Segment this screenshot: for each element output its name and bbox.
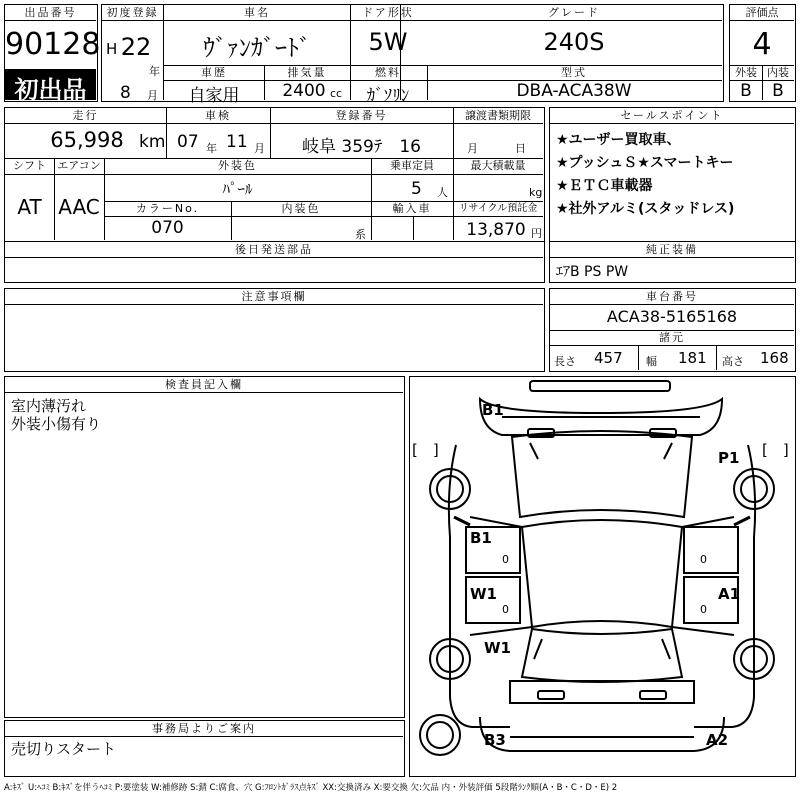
damage-label-a1-right: A1 [718, 585, 741, 603]
office-box [4, 720, 405, 777]
shift-label: シフト [13, 159, 46, 172]
selling-point-2: ★プッシュＳ★スマートキー [556, 155, 734, 171]
height-value: 168 [760, 349, 789, 367]
inspection-year-unit: 年 [206, 142, 217, 155]
transfer-label: 譲渡書類期限 [465, 109, 531, 122]
model-label: 型式 [561, 66, 587, 79]
first-reg-label: 初度登録 [106, 6, 159, 19]
reg-month: 8 [120, 83, 131, 103]
shift-value: AT [17, 195, 42, 219]
damage-label-w1-wheel: W1 [484, 639, 511, 657]
door-zero-4: 0 [700, 603, 707, 616]
bracket-left: [ ] [412, 441, 439, 459]
later-parts-box [4, 241, 545, 283]
damage-label-b1-front: B1 [482, 401, 504, 419]
chassis-box [549, 288, 796, 372]
capacity-label: 乗車定員 [390, 159, 434, 172]
score-value: 4 [752, 27, 772, 62]
office-label: 事務局よりご案内 [152, 722, 256, 735]
selling-point-4: ★社外アルミ(スタッドレス) [556, 201, 735, 217]
selling-point-3: ★ＥＴＣ車載器 [556, 178, 653, 194]
grade-label: グレード [548, 6, 600, 19]
fuel-value: ｶﾞｿﾘﾝ [366, 86, 410, 106]
selling-points-label: セールスポイント [620, 109, 724, 122]
equipment-label: 純正装備 [646, 243, 698, 256]
inspector-label: 検査員記入欄 [165, 378, 243, 391]
import-label: 輸入車 [392, 202, 432, 215]
inspector-line-2: 外装小傷有り [11, 415, 102, 433]
exterior-label: 外装 [735, 66, 757, 79]
selling-points-box [549, 107, 796, 242]
car-name: ｳﾞｧﾝｶﾞｰﾄﾞ [203, 34, 311, 62]
mileage-unit: km [139, 132, 166, 152]
color-value: ﾊﾟｰﾙ [222, 180, 253, 198]
chassis-number: ACA38-5165168 [606, 307, 738, 326]
inspector-line-1: 室内薄汚れ [11, 397, 87, 415]
grade-value: 240S [543, 28, 605, 56]
width-label: 幅 [646, 355, 657, 368]
recycle-unit: 円 [531, 227, 542, 240]
car-diagram [410, 377, 794, 775]
bracket-right: [ ] [762, 441, 789, 459]
damage-label-b3: B3 [484, 731, 506, 749]
int-color-unit: 系 [355, 228, 366, 241]
later-parts-label: 後日発送部品 [235, 243, 313, 256]
transfer-month-unit: 月 [467, 142, 478, 155]
mileage-value: 65,998 [50, 128, 124, 152]
color-no-value: 070 [151, 218, 184, 238]
ac-value: AAC [58, 195, 100, 219]
length-value: 457 [594, 349, 623, 367]
door-value: 5W [368, 28, 408, 56]
era: H [106, 40, 118, 58]
car-name-label: 車名 [244, 6, 270, 19]
notes-label: 注意事項欄 [241, 290, 307, 303]
length-label: 長さ [554, 355, 576, 368]
score-label: 評価点 [745, 6, 779, 19]
chassis-label: 車台番号 [646, 290, 698, 303]
equipment-value: ｴｱB PS PW [556, 264, 629, 280]
capacity-unit: 人 [437, 186, 448, 199]
dims-label: 諸元 [659, 331, 685, 344]
history-value: 自家用 [188, 86, 240, 106]
capacity-value: 5 [411, 179, 422, 199]
damage-label-b1-door: B1 [470, 529, 492, 547]
reg-number-label: 登録番号 [335, 109, 388, 122]
height-label: 高さ [722, 355, 744, 368]
width-value: 181 [678, 349, 707, 367]
lot-box [4, 4, 101, 104]
score-box [729, 4, 796, 102]
history-label: 車歴 [201, 66, 227, 79]
inspection-month-unit: 月 [254, 142, 265, 155]
exterior-grade: B [740, 81, 752, 101]
recycle-value: 13,870 [466, 220, 526, 240]
inspection-year: 07 [177, 132, 199, 152]
model-value: DBA-ACA38W [516, 81, 632, 101]
color-no-label: カラーNo. [135, 202, 200, 215]
year-unit: 年 [149, 65, 160, 78]
inspection-label: 車検 [205, 109, 231, 122]
notes-box [4, 288, 545, 372]
transfer-day-unit: 日 [515, 142, 526, 155]
mileage-label: 走行 [72, 109, 99, 122]
door-zero-3: 0 [502, 603, 509, 616]
color-label: 外装色 [218, 159, 257, 172]
selling-point-1: ★ユーザー買取車、 [556, 132, 681, 148]
reg-year: 22 [120, 33, 152, 61]
recycle-label: リサイクル預託金 [458, 203, 538, 214]
door-zero-1: 0 [502, 553, 509, 566]
ac-label: エアコン [57, 159, 101, 172]
interior-grade: B [772, 81, 784, 101]
month-unit: 月 [147, 89, 158, 102]
vehicle-header-box [101, 4, 724, 106]
damage-label-a2: A2 [706, 731, 729, 749]
damage-label-p1: P1 [718, 449, 740, 467]
reg-number: 岐阜 359ﾃ 16 [302, 137, 421, 157]
details-box [4, 107, 545, 242]
displacement-unit: cc [330, 87, 343, 100]
door-zero-2: 0 [700, 553, 707, 566]
displacement-value: 2400 [282, 81, 326, 101]
first-listing-badge: 初出品 [5, 69, 96, 100]
lot-label: 出品番号 [24, 6, 77, 19]
int-color-label: 内装色 [281, 202, 321, 215]
load-unit: kg [529, 186, 543, 199]
lot-number: 90128 [5, 27, 101, 62]
load-label: 最大積載量 [470, 159, 526, 172]
damage-legend: A:ｷｽﾞ U:ﾍｺﾐ B:ｷｽﾞを伴うﾍｺﾐ P:要塗装 W:補修跡 S:錆 C:腐食、穴 G:ﾌﾛﾝﾄｶﾞﾗｽ点ｷｽﾞ XX:交換済み X:要交換 欠:欠品 内・外装評価 5段階ﾗﾝｸ順(A・B・C・D・E) 2 [4, 783, 618, 793]
inspection-month: 11 [226, 132, 248, 152]
office-value: 売切りスタート [11, 740, 117, 758]
damage-label-w1-left: W1 [470, 585, 497, 603]
interior-label: 内装 [767, 66, 789, 79]
door-label: ドア形状 [362, 6, 414, 19]
inspector-box [4, 376, 405, 718]
car-diagram-box [409, 376, 796, 777]
equipment-box [549, 241, 796, 283]
fuel-label: 燃料 [375, 66, 401, 79]
displacement-label: 排気量 [287, 66, 327, 79]
